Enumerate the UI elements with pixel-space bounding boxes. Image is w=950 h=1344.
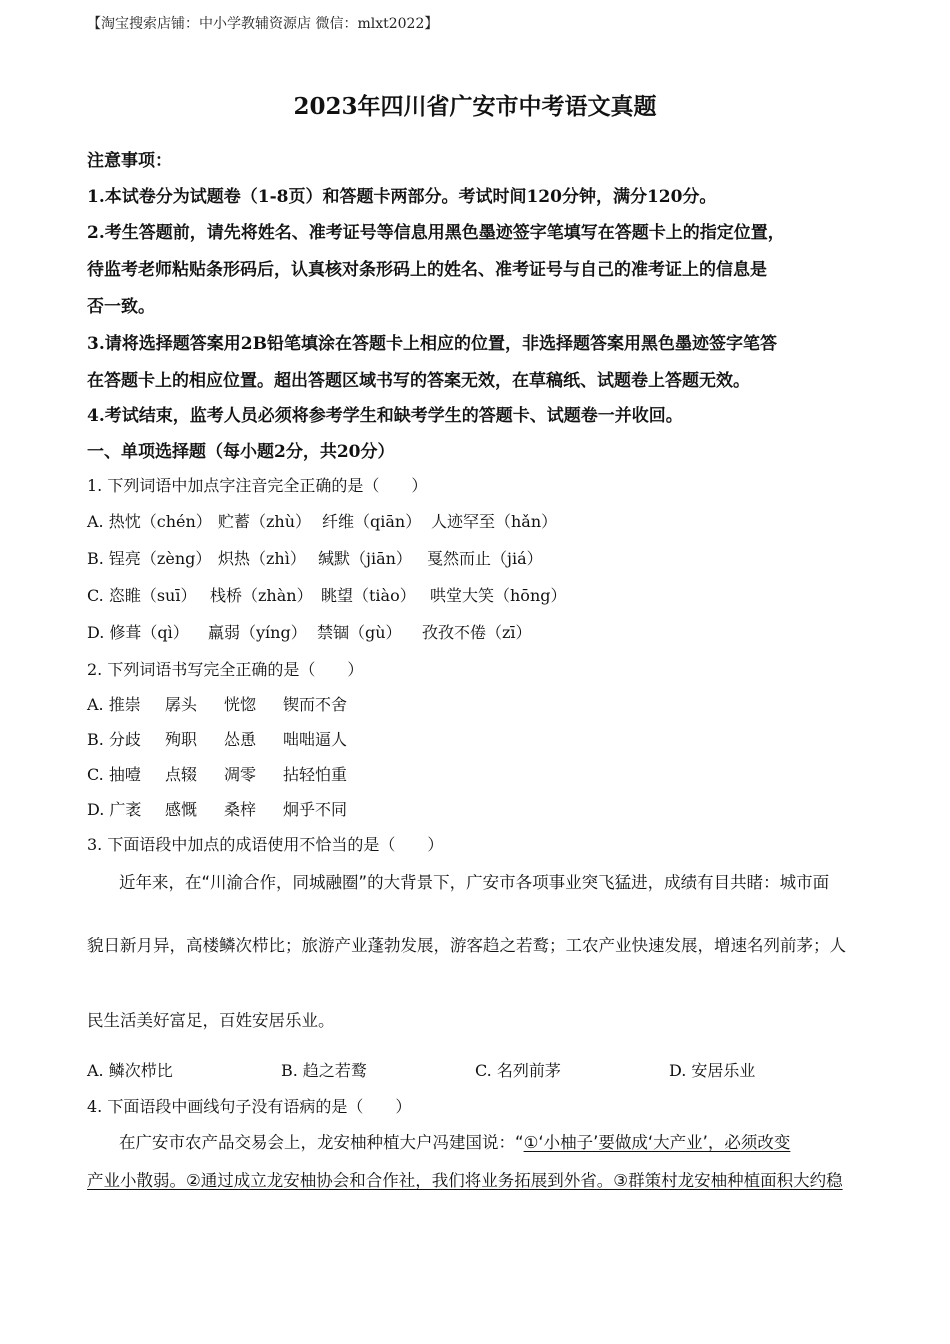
q4-passage-line-1 bbox=[119, 1129, 790, 1153]
q4-passage-intro: 在广安市农产品交易会上，龙安柚种植大户冯建国说：“ bbox=[119, 1133, 524, 1152]
section-heading: 一、单项选择题（每小题2分，共20分） bbox=[87, 442, 395, 462]
q2-b-word-2: 殉职 bbox=[165, 730, 198, 749]
q3-passage-line-2: 貌日新月异，高楼鳞次栉比；旅游产业蓬勃发展，游客趋之若鹜；工农产业快速发展，增速名列前茅；人 bbox=[87, 936, 846, 955]
q2-option-a bbox=[87, 692, 347, 715]
q1-option-c bbox=[87, 583, 567, 606]
q2-option-d bbox=[87, 797, 347, 820]
q2-a-word-4: 锲而不舍 bbox=[283, 695, 348, 714]
q1-a-word-4: 人迹罕至（hǎn） bbox=[431, 512, 558, 531]
q3-passage-line-1: 近年来，在“川渝合作，同城融圈”的大背景下，广安市各项事业突飞猛进，成绩有目共睹：城市面 bbox=[119, 873, 830, 892]
notice-line-4: 否一致。 bbox=[87, 297, 155, 317]
q1-c-word-3: 眺望（tiào） bbox=[321, 586, 416, 605]
q2-d-word-1: D. 广袤 bbox=[87, 800, 142, 819]
q1-option-d bbox=[87, 620, 532, 643]
notice-line-7: 4.考试结束，监考人员必须将参考学生和缺考学生的答题卡、试题卷一并收回。 bbox=[87, 406, 683, 426]
q3-options bbox=[87, 1058, 863, 1081]
q2-b-word-4: 咄咄逼人 bbox=[283, 730, 348, 749]
q2-stem: 2. 下列词语书写完全正确的是（ ） bbox=[87, 660, 364, 679]
q4-underlined-sentence-1: ①‘小柚子’要做成‘大产业’，必须改变 bbox=[523, 1133, 791, 1152]
q1-b-word-1: B. 锃亮（zèng） bbox=[87, 549, 212, 568]
q2-a-word-2: 孱头 bbox=[165, 695, 198, 714]
q4-underlined-line-2: 产业小散弱。②通过成立龙安柚协会和合作社，我们将业务拓展到外省。③群策村龙安柚种植面积大约稳 bbox=[87, 1171, 843, 1190]
q2-c-word-3: 凋零 bbox=[224, 765, 257, 784]
notice-line-2: 2.考生答题前，请先将姓名、准考证号等信息用黑色墨迹签字笔填写在答题卡上的指定位置， bbox=[87, 223, 785, 243]
notice-line-1: 1.本试卷分为试题卷（1-8页）和答题卡两部分。考试时间120分钟，满分120分。 bbox=[87, 187, 717, 207]
q3-option-b: B. 趋之若鹜 bbox=[281, 1061, 367, 1080]
q2-c-word-4: 拈轻怕重 bbox=[283, 765, 348, 784]
q2-b-word-3: 怂恿 bbox=[224, 730, 257, 749]
shop-banner: 【淘宝搜索店铺：中小学教辅资源店 微信：mlxt2022】 bbox=[87, 16, 439, 32]
q2-d-word-2: 感慨 bbox=[165, 800, 198, 819]
q3-option-d: D. 安居乐业 bbox=[669, 1061, 756, 1080]
q1-c-word-4: 哄堂大笑（hōng） bbox=[430, 586, 567, 605]
q3-passage-line-3: 民生活美好富足，百姓安居乐业。 bbox=[87, 1011, 335, 1030]
notice-heading: 注意事项： bbox=[87, 151, 172, 171]
q2-c-word-2: 点辍 bbox=[165, 765, 198, 784]
page-title: 2023年四川省广安市中考语文真题 bbox=[293, 93, 657, 120]
q1-option-b bbox=[87, 546, 543, 569]
q4-stem: 4. 下面语段中画线句子没有语病的是（ ） bbox=[87, 1097, 412, 1116]
q3-stem: 3. 下面语段中加点的成语使用不恰当的是（ ） bbox=[87, 835, 444, 854]
notice-line-6: 在答题卡上的相应位置。超出答题区域书写的答案无效，在草稿纸、试题卷上答题无效。 bbox=[87, 371, 750, 391]
q1-a-word-3: 纤维（qiān） bbox=[322, 512, 422, 531]
q2-d-word-3: 桑梓 bbox=[224, 800, 257, 819]
q1-d-word-4: 孜孜不倦（zī） bbox=[422, 623, 532, 642]
q1-d-word-2: 羸弱（yíng） bbox=[208, 623, 307, 642]
q1-d-word-3: 禁锢（gù） bbox=[317, 623, 402, 642]
q2-c-word-1: C. 抽噎 bbox=[87, 765, 141, 784]
q1-d-word-1: D. 修葺（qì） bbox=[87, 623, 189, 642]
q2-option-b bbox=[87, 727, 347, 750]
q1-stem: 1. 下列词语中加点字注音完全正确的是（ ） bbox=[87, 476, 428, 495]
q3-option-c: C. 名列前茅 bbox=[475, 1061, 561, 1080]
notice-line-3: 待监考老师粘贴条形码后，认真核对条形码上的姓名、准考证号与自己的准考证上的信息是 bbox=[87, 260, 767, 280]
q1-b-word-3: 缄默（jiān） bbox=[318, 549, 412, 568]
q2-option-c bbox=[87, 762, 347, 785]
q2-a-word-3: 恍惚 bbox=[224, 695, 257, 714]
q1-a-word-2: 贮蓄（zhù） bbox=[218, 512, 312, 531]
q1-c-word-1: C. 恣睢（suī） bbox=[87, 586, 197, 605]
notice-line-5: 3.请将选择题答案用2B铅笔填涂在答题卡上相应的位置，非选择题答案用黑色墨迹签字笔答 bbox=[87, 334, 777, 354]
q2-b-word-1: B. 分歧 bbox=[87, 730, 141, 749]
q1-a-word-1: A. 热忱（chén） bbox=[87, 512, 212, 531]
q1-b-word-4: 戛然而止（jiá） bbox=[427, 549, 543, 568]
q2-a-word-1: A. 推崇 bbox=[87, 695, 141, 714]
q1-b-word-2: 炽热（zhì） bbox=[218, 549, 306, 568]
q3-option-a: A. 鳞次栉比 bbox=[87, 1061, 173, 1080]
q1-c-word-2: 栈桥（zhàn） bbox=[210, 586, 313, 605]
q2-d-word-4: 炯乎不同 bbox=[283, 800, 348, 819]
q1-option-a bbox=[87, 509, 557, 532]
